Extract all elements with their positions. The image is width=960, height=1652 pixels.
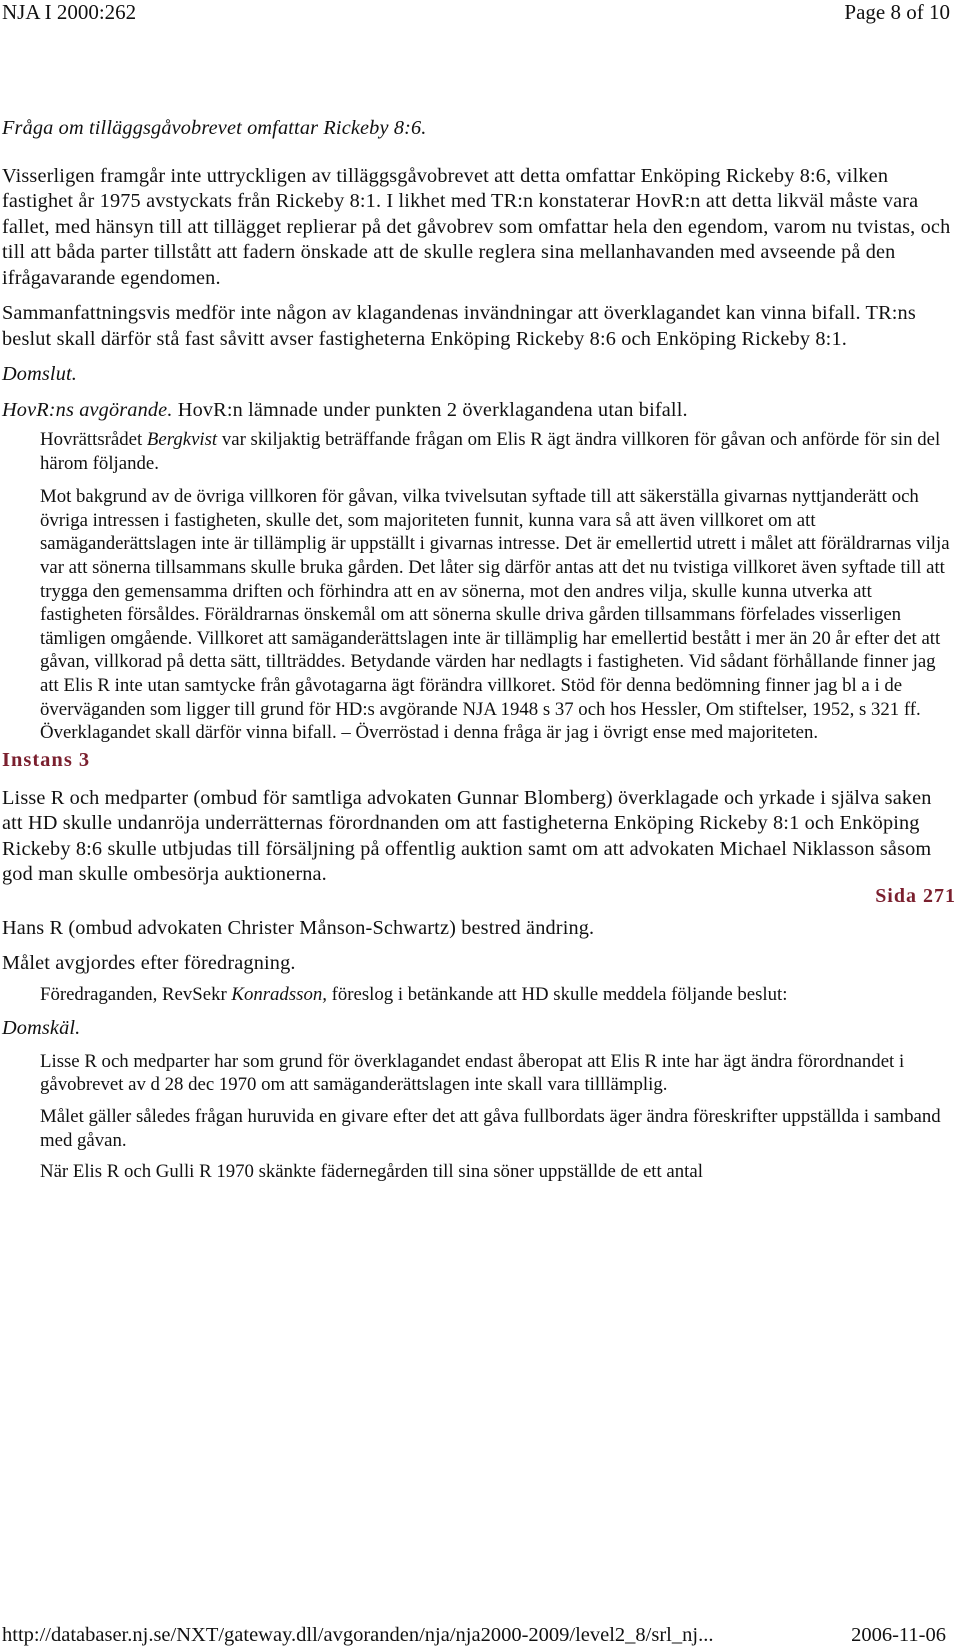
section-heading: Instans 3	[2, 748, 91, 771]
text-run: föreslog i betänkande att HD skulle meddela följande beslut:	[326, 983, 788, 1005]
indented-paragraph: Målet gäller således frågan huruvida en givare efter det att gåva fullbordats äger ändra föreskrifter uppställda i samband med gåvan.	[40, 1106, 941, 1151]
document-body	[0, 116, 958, 1184]
rapporteur-name: Konradsson,	[231, 983, 327, 1005]
judge-name: Bergkvist	[146, 429, 218, 450]
indented-paragraph: Mot bakgrund av de övriga villkoren för gåvan, vilka tvivelsutan syftade till att säkerställa givarnas nyttjanderätt och övriga intressen i fastigheten, skulle det, som majoriteten funnit, kunna vara så att även villkoret om att samäganderättslagen inte är tillämplig är uppställt i givarnas intresse. Det är emellertid utrett i målet att föräldrarnas vilja var att sönerna tillsammans skulle bruka gården. Det låter sig därför antas att det nu tvistiga villkoret även syftade till att trygga den gemensamma driften och förhindra att en av sönerna, mot den andres vilja, skulle kunna utverka att fastigheten försåldes. Föräldrarnas önskemål om att sönerna skulle driva gården tillsammans förfelades visserligen tämligen omgående. Villkoret att samäganderättslagen inte är tillämplig har emellertid bestått i mer än 20 år efter det att gåvan, villkorad på detta sätt, tillträddes. Betydande värden har nedlagts i fastigheten. Vid sådant förhållande finner jag att Elis R inte utan samtycke från gåvotagarna ägt förändra villkoret. Stöd för denna bedömning finner jag bl a i de överväganden som ligger till grund för HD:s avgörande NJA 1948 s 37 och hos Hessler, Om stiftelser, 1952, s 321 ff. Överklagandet skall därför vinna bifall. – Överröstad i denna fråga är jag i övrigt ense med majoriteten.	[40, 486, 950, 744]
paragraph: Hans R (ombud advokaten Christer Månson-Schwartz) bestred ändring.	[2, 916, 595, 939]
indented-paragraph: När Elis R och Gulli R 1970 skänkte fädernegården till sina söner uppställde de ett antal	[40, 1161, 703, 1183]
page-marker-row	[0, 884, 958, 916]
paragraph: Visserligen framgår inte uttryckligen av tilläggsgåvobrevet att detta omfattar Enköping Rickeby 8:6, vilken fastighet år 1975 avstyckats från Rickeby 8:1. I likhet med TR:n konstaterar HovR:n att detta likväl måste vara fallet, med hänsyn till att tillägget replierar på det gåvobrev som omfattar hela den egendom, varom nu tvistas, och till att båda parter tillstått att fadern önskade att de skulle reglera sina mellanhavanden med avseende på den ifrågavarande egendomen.	[2, 164, 951, 289]
paragraph: Lisse R och medparter (ombud för samtliga advokaten Gunnar Blomberg) överklagade och yrkade i själva saken att HD skulle undanröja underrätternas förordnanden om att fastigheterna Enköping Rickeby 8:1 och Enköping Rickeby 8:6 skulle utbjudas till försäljning på offentlig auktion samt om att advokaten Michael Niklasson såsom god man skulle ombesörja auktionerna.	[2, 786, 932, 886]
header-case-ref: NJA I 2000:262	[2, 0, 137, 24]
text-run: var skiljaktig beträffande frågan om Elis R ägt ändra villkoren för gåvan och anförde för sin del härom följande.	[40, 429, 941, 474]
footer-date: 2006-11-06	[851, 1624, 946, 1646]
text-run: Föredraganden, RevSekr	[40, 983, 232, 1005]
indented-paragraph: Lisse R och medparter har som grund för överklagandet endast åberopat att Elis R inte har ägt ändra förordnandet i gåvobrevet av d 28 dec 1970 om att samäganderättslagen inte skall vara tilllämplig.	[40, 1050, 905, 1096]
text-run: Hovrättsrådet	[40, 429, 147, 450]
paragraph: Sammanfattningsvis medför inte någon av klagandenas invändningar att överklagandet kan vinna bifall. TR:ns beslut skall därför stå fast såvitt avser fastigheterna Enköping Rickeby 8:6 och Enköping Rickeby 8:1.	[2, 302, 916, 350]
header-page-number: Page 8 of 10	[844, 0, 950, 24]
paragraph: Målet avgjordes efter föredragning.	[2, 952, 296, 975]
page-footer	[0, 1624, 960, 1652]
indented-paragraph	[0, 428, 958, 475]
indented-paragraph	[0, 983, 958, 1007]
paragraph	[0, 398, 958, 424]
hovr-text: HovR:n lämnade under punkten 2 överklagandena utan bifall.	[172, 398, 688, 421]
hovr-label: HovR:ns avgörande.	[2, 398, 173, 421]
question-heading: Fråga om tilläggsgåvobrevet omfattar Rickeby 8:6.	[2, 117, 427, 139]
footer-url[interactable]: http://databaser.nj.se/NXT/gateway.dll/avgoranden/nja/nja2000-2009/level2_8/srl_nj...	[2, 1624, 714, 1646]
domslut-heading: Domslut.	[2, 363, 78, 385]
page-marker: Sida 271	[875, 884, 956, 907]
page-header	[0, 0, 960, 26]
domskal-heading: Domskäl.	[2, 1017, 81, 1040]
